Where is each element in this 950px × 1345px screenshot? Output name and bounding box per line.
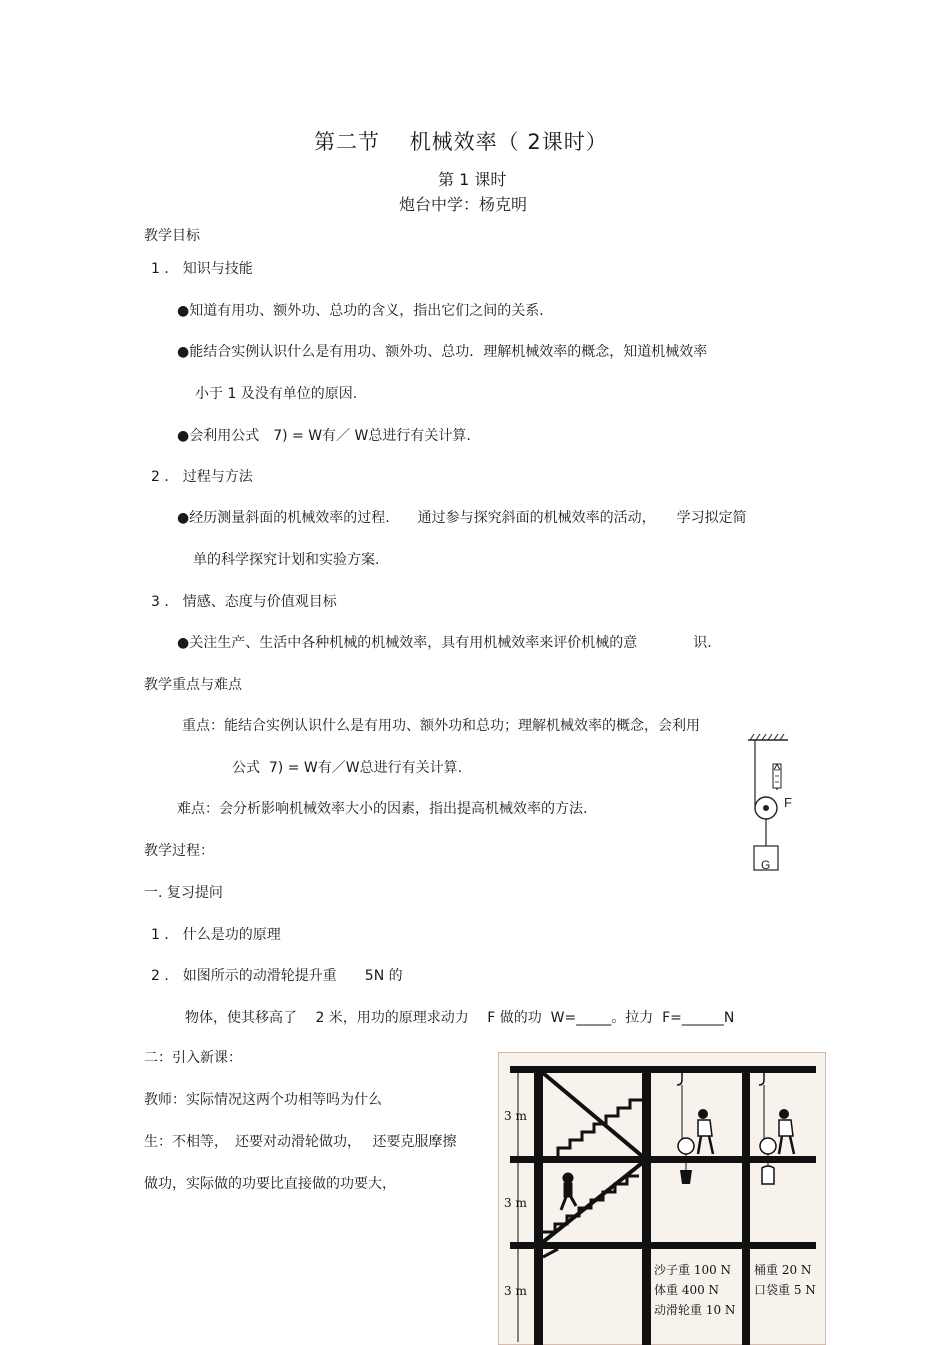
- floor-height-label: 3 m: [504, 1109, 527, 1123]
- goal-1-bullet-3: ●会利用公式 7) = W有／ W总进行有关计算.: [177, 428, 471, 444]
- goal-section-3-title: 3 ． 情感、态度与价值观目标: [151, 594, 337, 610]
- floor-slab: [510, 1242, 816, 1249]
- question-1: 1 ． 什么是功的原理: [151, 927, 281, 943]
- bucket-icon: [680, 1170, 692, 1184]
- teacher-line: 教师：实际情况这两个功相等吗为什么: [144, 1092, 382, 1108]
- person-pulling-icon: [779, 1120, 793, 1136]
- building-figure: [498, 1052, 826, 1345]
- floor-slab: [510, 1156, 816, 1163]
- pulley-icon: [678, 1138, 694, 1154]
- question-2: 2 ． 如图所示的动滑轮提升重 5N 的: [151, 968, 403, 984]
- goal-1-bullet-2-cont: 小于 1 及没有单位的原因.: [195, 386, 358, 402]
- goal-1-bullet-2: ●能结合实例认识什么是有用功、额外功、总功．理解机械效率的概念，知道机械效率: [177, 344, 708, 360]
- bucket-weight-label: 桶重 20 N: [754, 1263, 812, 1277]
- column: [534, 1066, 543, 1345]
- floor-height-label: 3 m: [504, 1284, 527, 1298]
- goal-section-2-title: 2 ． 过程与方法: [151, 469, 253, 485]
- weight-label: G: [761, 858, 771, 872]
- lesson-number: 第 1 课时: [438, 170, 507, 189]
- pulley-weight-label: 动滑轮重 10 N: [654, 1303, 736, 1317]
- part-1-title: 一. 复习提问: [144, 885, 223, 901]
- focus-text: 重点：能结合实例认识什么是有用功、额外功和总功；理解机械效率的概念，会利用: [182, 718, 700, 734]
- sack-weight-label: 口袋重 5 N: [754, 1283, 816, 1297]
- student-line-cont: 做功，实际做的功要比直接做的功要大，: [144, 1176, 396, 1192]
- pulley-icon: [760, 1138, 776, 1154]
- part-2-title: 二：引入新课：: [144, 1050, 242, 1066]
- student-line: 生：不相等， 还要对动滑轮做功， 还要克服摩擦: [144, 1134, 457, 1150]
- goal-2-bullet-1: ●经历测量斜面的机械效率的过程. 通过参与探究斜面的机械效率的活动， 学习拟定简: [177, 510, 747, 526]
- force-label: F: [784, 795, 792, 810]
- sand-weight-label: 沙子重 100 N: [654, 1263, 732, 1277]
- page-title: 第二节 机械效率（ 2课时）: [314, 130, 608, 154]
- pulley-figure: [740, 730, 810, 872]
- sack-icon: [762, 1166, 774, 1184]
- process-heading: 教学过程：: [144, 843, 214, 859]
- figure-border: [498, 1052, 826, 1345]
- floor-height-label: 3 m: [504, 1196, 527, 1210]
- focus-text-cont: 公式 7) = W有／W总进行有关计算.: [232, 760, 463, 776]
- floor-slab: [510, 1066, 816, 1073]
- goals-heading: 教学目标: [144, 228, 200, 244]
- goal-section-1-title: 1 ． 知识与技能: [151, 261, 253, 277]
- goal-3-bullet-1: ●关注生产、生活中各种机械的机械效率，具有用机械效率来评价机械的意 识.: [177, 635, 712, 651]
- goal-1-bullet-1: ●知道有用功、额外功、总功的含义，指出它们之间的关系.: [177, 303, 544, 319]
- question-2-cont: 物体，使其移高了 2 米，用功的原理求动力 F 做的功 W=_____。拉力 F=______N: [185, 1010, 735, 1026]
- ceiling-hatch: [750, 734, 784, 740]
- keypoints-heading: 教学重点与难点: [144, 677, 242, 693]
- column: [742, 1066, 750, 1345]
- author-line: 炮台中学：杨克明: [399, 195, 528, 214]
- person-pulling-icon: [698, 1120, 712, 1136]
- body-weight-label: 体重 400 N: [654, 1283, 720, 1297]
- column: [642, 1066, 651, 1345]
- goal-2-bullet-1-cont: 单的科学探究计划和实验方案.: [193, 552, 380, 568]
- difficulty-text: 难点：会分析影响机械效率大小的因素，指出提高机械效率的方法.: [177, 801, 588, 817]
